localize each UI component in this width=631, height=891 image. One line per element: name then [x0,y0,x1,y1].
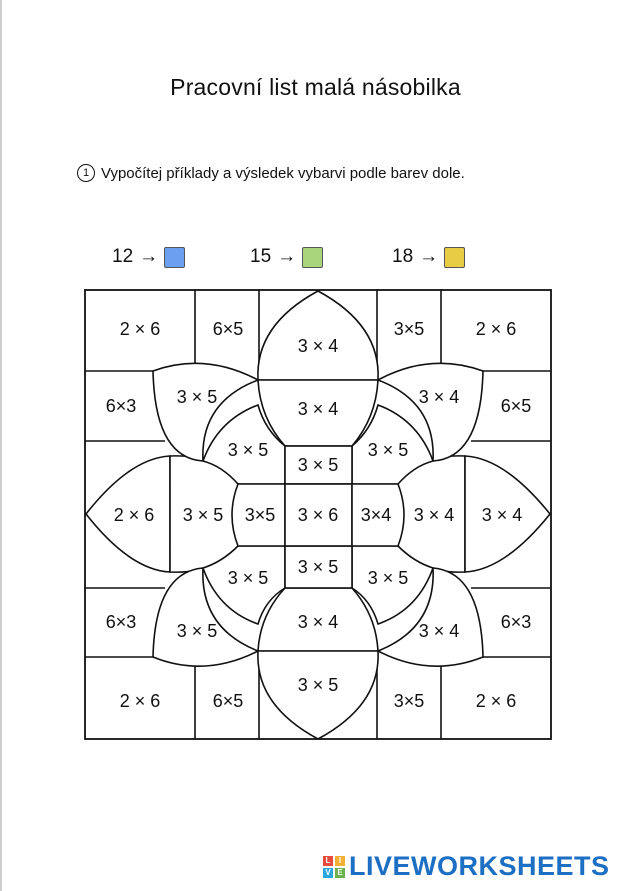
instruction-text: Vypočítej příklady a výsledek vybarvi podle barev dole. [101,164,465,182]
cell-bottom-petal-lower: 3 × 5 [297,675,339,695]
cell-right-lower-edge: 6×3 [500,612,532,632]
cell-bottom-left-inner: 6×5 [212,691,244,711]
arrow-icon: → [139,246,159,267]
cell-ring-lower-right: 3 × 5 [367,568,409,588]
brand-name: LIVEWORKSHEETS [349,851,610,881]
cell-left-petal-inner: 3 × 5 [182,505,224,525]
cell-right-petal-inner: 3 × 4 [413,505,455,525]
cell-left-upper-edge: 6×3 [105,396,137,416]
legend-value: 12 [112,246,134,267]
cell-top-right-inner: 3×5 [393,319,425,339]
arrow-icon: → [419,246,439,267]
legend-value: 15 [250,246,272,267]
cell-right-petal-outer: 3 × 4 [481,505,523,525]
logo-letter: V [323,868,333,878]
cell-center: 3 × 6 [297,505,339,525]
cell-top-petal-lower: 3 × 4 [297,399,339,419]
cell-top-left-corner: 2 × 6 [119,319,161,339]
legend-value: 18 [392,246,414,267]
liveworksheets-logo [323,851,610,882]
arrow-icon: → [277,246,297,267]
cell-center-right: 3×4 [360,505,392,525]
cell-center-top: 3 × 5 [297,455,339,475]
cell-upper-left-leaf: 3 × 5 [176,387,218,407]
logo-letter: I [335,856,345,866]
cell-bottom-left-corner: 2 × 6 [119,691,161,711]
cell-center-bottom: 3 × 5 [297,557,339,577]
cell-ring-lower-left: 3 × 5 [227,568,269,588]
cell-bottom-right-corner: 2 × 6 [475,691,517,711]
region-bottom-petal-lower[interactable] [258,651,378,739]
logo-letter: L [323,856,333,866]
cell-ring-upper-right: 3 × 5 [367,440,409,460]
page-title: Pracovní list malá násobilka [170,74,461,100]
cell-ring-upper-left: 3 × 5 [227,440,269,460]
logo-letter: E [335,868,345,878]
cell-right-upper-edge: 6×5 [500,396,532,416]
cell-left-petal-outer: 2 × 6 [113,505,155,525]
cell-bottom-right-inner: 3×5 [393,691,425,711]
instruction-number: 1 [77,164,95,182]
cell-left-lower-edge: 6×3 [105,612,137,632]
cell-upper-right-leaf: 3 × 4 [418,387,460,407]
cell-top-right-corner: 2 × 6 [475,319,517,339]
cell-top-petal-upper: 3 × 4 [297,336,339,356]
cell-lower-right-leaf: 3 × 4 [418,621,460,641]
cell-center-left: 3×5 [244,505,276,525]
cell-top-left-inner: 6×5 [212,319,244,339]
cell-lower-left-leaf: 3 × 5 [176,621,218,641]
logo-mark-icon [323,856,345,878]
cell-bottom-petal-upper: 3 × 4 [297,612,339,632]
